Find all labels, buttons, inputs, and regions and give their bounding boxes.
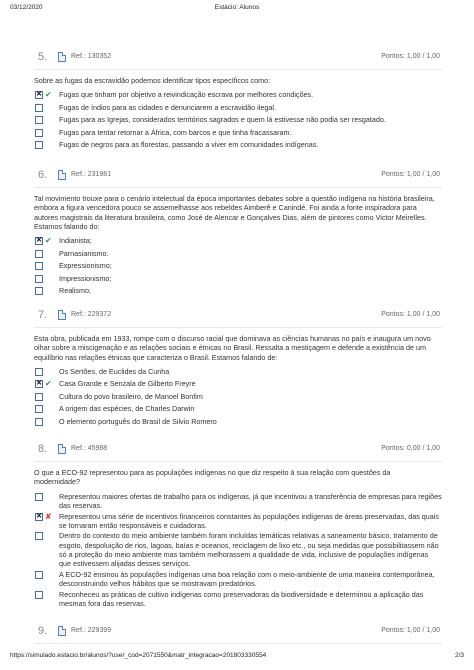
answer-checkbox[interactable] (35, 275, 43, 283)
answer-text: Cultura do povo brasileiro, de Manoel Bonfim (59, 391, 203, 401)
answer-text: Parnasianismo. (59, 248, 109, 258)
question-points: Pontos: 1,00 / 1,00 (381, 627, 440, 634)
answer-option[interactable] (34, 140, 442, 151)
question-9 (34, 622, 442, 644)
answer-checkbox[interactable] (35, 418, 43, 426)
question-points: Pontos: 1,00 / 1,00 (381, 53, 440, 60)
answer-text: Os Sertões, de Euclides da Cunha (59, 366, 170, 376)
question-header (34, 440, 442, 462)
answer-option[interactable] (34, 128, 442, 139)
answer-option[interactable] (34, 274, 442, 285)
question-ref: Ref.: 45988 (71, 445, 108, 452)
question-header (34, 166, 442, 188)
answer-checkbox[interactable] (35, 571, 43, 579)
answer-option[interactable] (34, 492, 442, 510)
answer-option[interactable] (34, 570, 442, 588)
question-number: 5. (38, 51, 48, 63)
answer-text: Fugas de negros para as florestas, passando a viver em comunidades indígenas. (59, 140, 319, 150)
answer-option[interactable] (34, 236, 442, 247)
answer-checkbox[interactable] (35, 532, 43, 540)
question-points: Pontos: 0,00 / 1,00 (381, 445, 440, 452)
answer-text: Realismo; (59, 286, 91, 296)
answer-checkbox[interactable] (35, 262, 43, 270)
answer-text: Fugas de índios para as cidades e denunciarem a escravidão ilegal. (59, 102, 276, 112)
answer-checkbox[interactable] (35, 250, 43, 258)
answer-option[interactable] (34, 512, 442, 530)
question-ref: Ref.: 229399 (71, 627, 112, 634)
answer-checkbox[interactable] (35, 405, 43, 413)
answer-text: Indianista; (59, 236, 92, 246)
question-5 (34, 48, 442, 153)
question-6 (34, 166, 442, 299)
answer-checkbox[interactable] (35, 116, 43, 124)
question-points: Pontos: 1,00 / 1,00 (381, 311, 440, 318)
document-icon (58, 170, 66, 180)
document-icon (58, 310, 66, 320)
answer-checkbox[interactable] (35, 591, 43, 599)
print-title: Estácio: Alunos (214, 4, 260, 11)
check-icon: ✔ (45, 90, 52, 100)
answer-option[interactable] (34, 286, 442, 297)
answer-text: Dentro do contexto do meio ambiente também foram incluídas temáticas relativas a saneamento básico, tratamento de esgoto, despoluição de rios, lagoas, baías e oceanos, reciclagem de lixo etc., ou seja medidas que possibilitassem não só a proteção do meio ambiente mas também melhorassem a qualidade de vida, inclusive de populações indígenas que estivessem alijadas desses serviços. (59, 531, 439, 569)
question-number: 7. (38, 309, 48, 321)
question-stem: O que a ECO-92 representou para as populações indígenas no que diz respeito à sua relação com questões da modernidade? (34, 468, 391, 487)
print-header (0, 4, 474, 16)
answer-text: Casa Grande e Senzala de Gilberto Freyre (59, 379, 196, 389)
answer-checkbox[interactable] (35, 380, 43, 388)
answer-option[interactable] (34, 531, 442, 568)
document-icon (58, 52, 66, 62)
question-header (34, 48, 442, 70)
page-url: https://simulado.estacio.br/alunos/?user_cod=2071550&matr_integracao=201803330554 (10, 652, 267, 659)
question-stem: Esta obra, publicada em 1933, rompe com o discurso racial que dominava as ciências humanas no país e inaugura um novo olhar sobre a miscigenação e as relações sociais e étnicas no Brasil. Ressalta a mestiçagem e defende a existência de um equilíbrio nas relações étnicas que caracteriza o Brasil. Estamos falando de: (34, 334, 431, 362)
options-list (34, 90, 442, 151)
question-8 (34, 440, 442, 610)
question-stem: Tal movimento trouxe para o cenário intelectual da época importantes debates sobre a questão indígena na história brasileira, embora a figura vencedora pouco se assemelhasse aos rebeldes Aimberê e Canindé. Foi ainda a fonte inspiradora para autores magistrais da literatura brasileira, como José de Alencar e Gonçalves Dias, além de pintores como Victor Meirelles. Estamos falando do: (34, 194, 435, 231)
answer-checkbox[interactable] (35, 141, 43, 149)
answer-option[interactable] (34, 90, 442, 101)
answer-text: A ECO-92 ensinou às populações indígenas uma boa relação com o meio-ambiente de uma maneira contemporânea, desconstruindo velhos hábitos que se mostravam predatórios. (59, 569, 435, 588)
answer-option[interactable] (34, 367, 442, 378)
question-header (34, 306, 442, 328)
answer-option[interactable] (34, 404, 442, 415)
question-header (34, 622, 442, 644)
options-list (34, 492, 442, 608)
document-icon (58, 626, 66, 636)
answer-text: Representou uma série de incentivos financeiros constantes às populações indígenas de áreas preservadas, das quais se tornaram então responsáveis e cuidadoras. (59, 511, 439, 530)
answer-option[interactable] (34, 392, 442, 403)
answer-text: Impressionismo; (59, 273, 112, 283)
answer-checkbox[interactable] (35, 237, 43, 245)
check-icon: ✔ (45, 236, 52, 246)
cross-icon: ✘ (45, 511, 52, 521)
answer-checkbox[interactable] (35, 287, 43, 295)
answer-option[interactable] (34, 115, 442, 126)
answer-option[interactable] (34, 261, 442, 272)
check-icon: ✔ (45, 379, 52, 389)
answer-text: O elemento português do Brasil de Silvio Romero (59, 416, 217, 426)
options-list (34, 367, 442, 428)
question-number: 8. (38, 443, 48, 455)
question-ref: Ref.: 231981 (71, 171, 112, 178)
answer-checkbox[interactable] (35, 493, 43, 501)
options-list (34, 236, 442, 297)
print-footer (0, 652, 474, 664)
answer-option[interactable] (34, 417, 442, 428)
answer-text: Fugas para as Igrejas, considerados territórios sagrados e quem lá estivesse não podia ser resgatado. (59, 115, 386, 125)
question-points: Pontos: 1,00 / 1,00 (381, 171, 440, 178)
answer-checkbox[interactable] (35, 129, 43, 137)
answer-text: Fugas para tentar retornar a África, com barcos e que tinha fracassaram. (59, 127, 292, 137)
answer-checkbox[interactable] (35, 393, 43, 401)
answer-option[interactable] (34, 103, 442, 114)
answer-option[interactable] (34, 249, 442, 260)
question-number: 9. (38, 625, 48, 637)
answer-checkbox[interactable] (35, 104, 43, 112)
page-number: 2/3 (454, 652, 464, 659)
document-icon (58, 444, 66, 454)
answer-text: Reconheceu as práticas de cultivo indígenas como preservadoras da biodiversidade e determinou a aplicação das mesmas fora das reservas. (59, 589, 424, 608)
question-ref: Ref.: 130352 (71, 53, 112, 60)
answer-option[interactable] (34, 379, 442, 390)
answer-text: A origem das espécies, de Charles Darwin (59, 404, 195, 414)
print-date: 03/12/2020 (10, 4, 43, 11)
answer-option[interactable] (34, 590, 442, 608)
question-ref: Ref.: 229372 (71, 311, 112, 318)
question-7 (34, 306, 442, 429)
question-number: 6. (38, 169, 48, 181)
question-stem: Sobre as fugas da escravidão podemos identificar tipos específicos como: (34, 76, 271, 85)
answer-text: Expressionismo; (59, 261, 112, 271)
answer-text: Representou maiores ofertas de trabalho para os indígenas, já que incentivou a transferência de empresas para regiões das reservas. (59, 491, 442, 510)
answer-checkbox[interactable] (35, 513, 43, 521)
answer-text: Fugas que tinham por objetivo a reivindicação escrava por melhores condições. (59, 90, 314, 100)
answer-checkbox[interactable] (35, 368, 43, 376)
answer-checkbox[interactable] (35, 91, 43, 99)
